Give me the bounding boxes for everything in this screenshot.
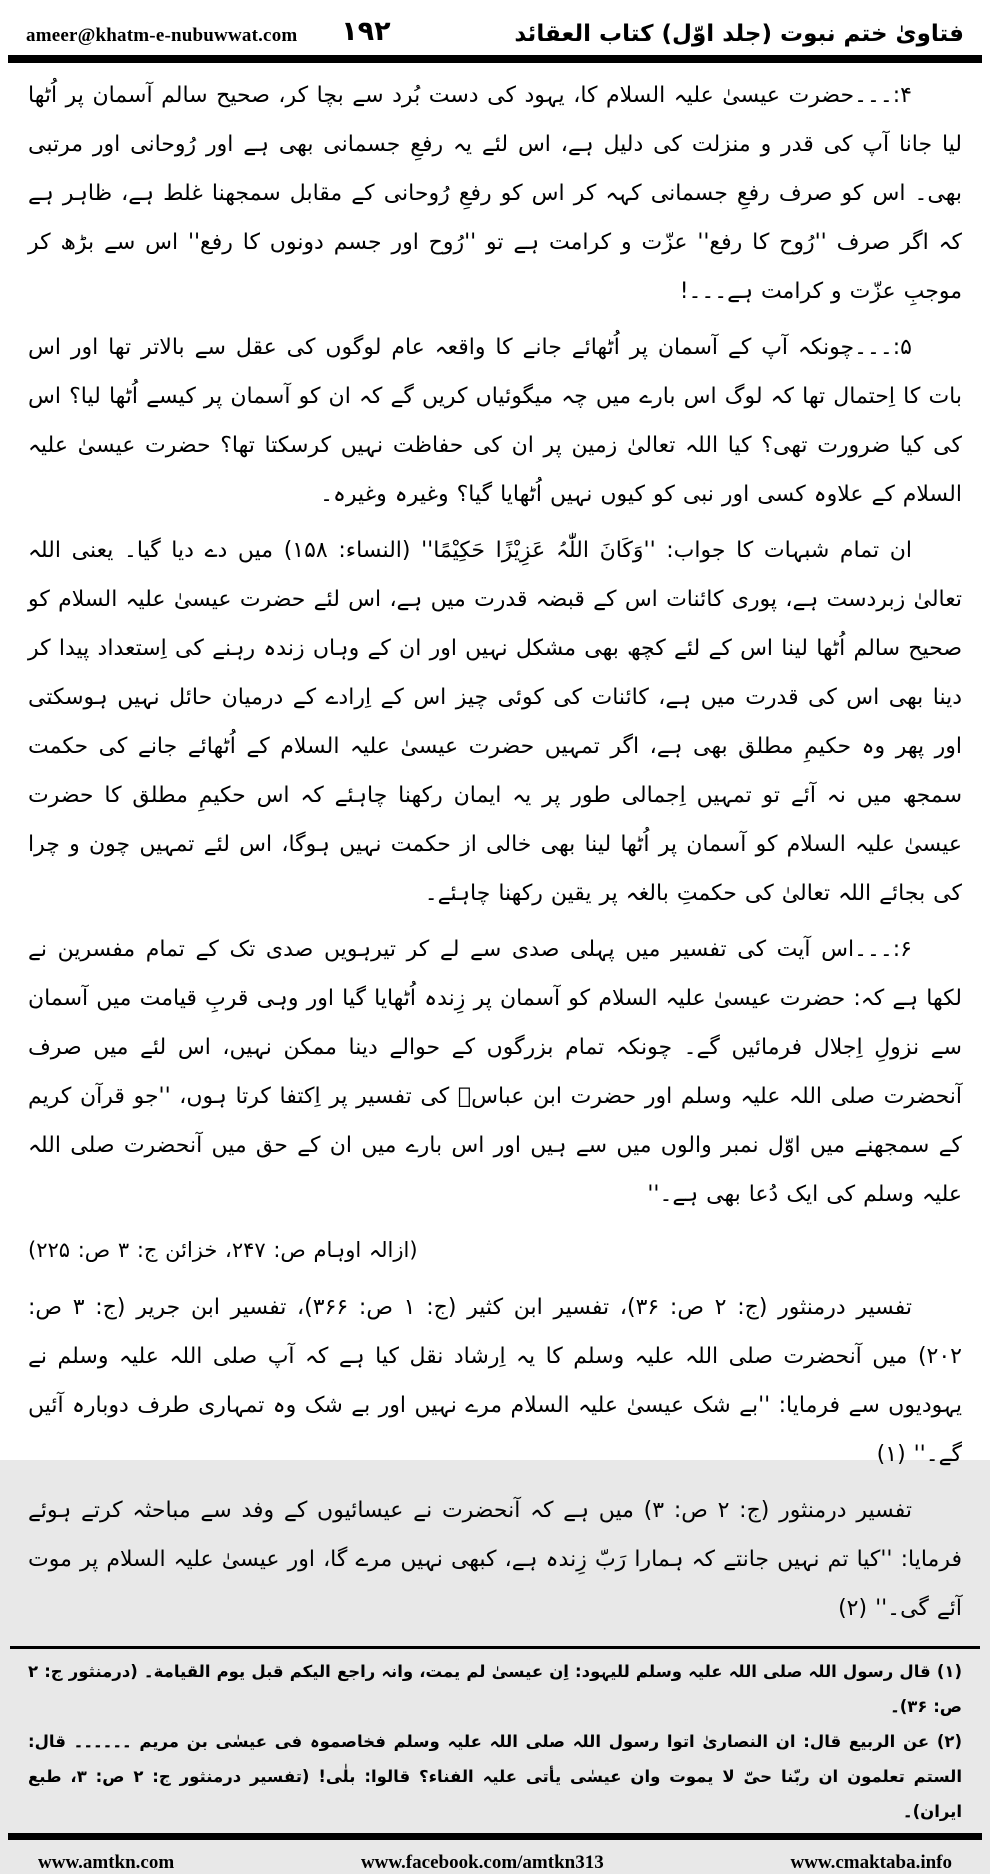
page-header (0, 0, 990, 53)
book-title: فتاویٰ ختم نبوت (جلد اوّل) کتاب العقائد (514, 21, 964, 47)
citation-line: (ازالہ اوہام ص: ۲۴۷، خزائن ج: ۳ ص: ۲۲۵) (28, 1238, 418, 1262)
paragraph-tafsir-1: تفسیر درمنثور (ج: ۲ ص: ۳۶)، تفسیر ابن کثیر (ج: ۱ ص: ۳۶۶)، تفسیر ابن جریر (ج: ۳ ص: ۲۰۲) میں آنحضرت صلی اللہ علیہ وسلم کا یہ اِرشاد نقل کیا ہے کہ آپ صلی اللہ علیہ وسلم نے یہودیوں سے فرمایا: ''بے شک عیسیٰ علیہ السلام مرے نہیں اور بے شک وہ تمہاری طرف دوبارہ آئیں گے۔'' (۱) (28, 1295, 962, 1467)
header-divider-rule (8, 55, 982, 63)
footer-url-right: www.cmaktaba.info (790, 1852, 952, 1873)
footer-url-center: www.facebook.com/amtkn313 (360, 1852, 604, 1873)
paragraph-5: ۵:۔۔۔چونکہ آپ کے آسمان پر اُٹھائے جانے کا واقعہ عام لوگوں کی عقل سے بالاتر تھا اور اس بات کا اِحتمال تھا کہ لوگ اس بارے میں چہ میگوئیاں کریں گے کہ ان کو آسمان پر کیسے اُٹھا لیا؟ اس کی کیا ضرورت تھی؟ کیا اللہ تعالیٰ زمین پر ان کی حفاظت نہیں کرسکتا تھا؟ حضرت عیسیٰ علیہ السلام کے علاوہ کسی اور نبی کو کیوں نہیں اُٹھایا گیا؟ وغیرہ وغیرہ۔ (28, 335, 962, 507)
footnote-2: (۲) عن الربیع قال: ان النصاریٰ اتوا رسول اللہ صلی اللہ علیہ وسلم فخاصموہ فی عیسٰی بن مریم ۔۔۔۔۔۔ قال: الستم تعلمون ان ربّنا حیّ لا یموت وان عیسٰی یأتی علیہ الفناء؟ قالوا: بلٰی! (تفسیر درمنثور ج: ۲ ص: ۳، طبع ایران)۔ (28, 1732, 962, 1821)
paragraph-6: ۶:۔۔۔اس آیت کی تفسیر میں پہلی صدی سے لے کر تیرہویں صدی تک کے تمام مفسرین نے لکھا ہے کہ: حضرت عیسیٰ علیہ السلام کو آسمان پر زِندہ اُٹھایا گیا اور وہی قربِ قیامت میں آسمان سے نزولِ اِجلال فرمائیں گے۔ چونکہ تمام بزرگوں کے حوالے دینا ممکن نہیں، اس لئے میں صرف آنحضرت صلی اللہ علیہ وسلم اور حضرت ابن عباسؓ کی تفسیر پر اِکتفا کرتا ہوں، ''جو قرآن کریم کے سمجھنے میں اوّل نمبر والوں میں سے ہیں اور اس بارے میں ان کے حق میں آنحضرت صلی اللہ علیہ وسلم کی ایک دُعا بھی ہے۔'' (28, 937, 962, 1207)
page-footer (0, 1840, 990, 1874)
footnotes-section (0, 1654, 990, 1829)
paragraph-4: ۴:۔۔۔حضرت عیسیٰ علیہ السلام کا، یہود کی دست بُرد سے بچا کر، صحیح سالم آسمان پر اُٹھا لیا جانا آپ کی قدر و منزلت کی دلیل ہے، اس لئے یہ رفعِ جسمانی بھی ہے اور رُوحانی اور مرتبی بھی۔ اس کو صرف رفعِ جسمانی کہہ کر اس کو رفعِ رُوحانی کے مقابل سمجھنا غلط ہے، ظاہر ہے کہ اگر صرف ''رُوح کا رفع'' عزّت و کرامت ہے تو ''رُوح اور جسم دونوں کا رفع'' اس سے بڑھ کر موجبِ عزّت و کرامت ہے۔۔۔! (28, 83, 962, 304)
page-body (0, 63, 990, 1640)
footnote-1: (۱) قال رسول اللہ صلی اللہ علیہ وسلم للیہود: اِن عیسیٰ لم یمت، وانہ راجع الیکم قبل یوم القیامة۔ (درمنثور ج: ۲ ص: ۳۶)۔ (28, 1662, 962, 1716)
contact-email: ameer@khatm-e-nubuwwat.com (26, 25, 298, 46)
footer-divider-rule (8, 1833, 982, 1840)
page-number: ۱۹۲ (341, 16, 391, 47)
paragraph-tafsir-2: تفسیر درمنثور (ج: ۲ ص: ۳) میں ہے کہ آنحضرت نے عیسائیوں کے وفد سے مباحثہ کرتے ہوئے فرمایا: ''کیا تم نہیں جانتے کہ ہمارا رَبّ زِندہ ہے، کبھی نہیں مرے گا، اور عیسیٰ علیہ السلام پر موت آئے گی۔'' (۲) (28, 1498, 962, 1621)
paragraph-answer: ان تمام شبہات کا جواب: ''وَکَانَ اللّٰہُ عَزِیْزًا حَکِیْمًا'' (النساء: ۱۵۸) میں دے دیا گیا۔ یعنی اللہ تعالیٰ زبردست ہے، پوری کائنات اس کے قبضہ قدرت میں ہے، اس لئے حضرت عیسیٰ علیہ السلام کو صحیح سالم اُٹھا لینا اس کے لئے کچھ بھی مشکل نہیں اور ان کے وہاں زندہ رہنے کی اِستعداد پیدا کر دینا بھی اس کی قدرت میں ہے، کائنات کی کوئی چیز اس کے اِرادے کے درمیان حائل نہیں ہوسکتی اور پھر وہ حکیمِ مطلق بھی ہے، اگر تمہیں حضرت عیسیٰ علیہ السلام کے اُٹھائے جانے کی حکمت سمجھ میں نہ آئے تو تمہیں اِجمالی طور پر یہ ایمان رکھنا چاہئے کہ اس حکیمِ مطلق کا حضرت عیسیٰ علیہ السلام کو آسمان پر اُٹھا لینا بھی خالی از حکمت نہیں ہوگا، اس لئے تمہیں چون و چرا کی بجائے اللہ تعالیٰ کی حکمتِ بالغہ پر یقین رکھنا چاہئے۔ (28, 538, 962, 906)
footer-url-left: www.amtkn.com (38, 1852, 175, 1873)
footnote-separator-rule (10, 1646, 980, 1649)
